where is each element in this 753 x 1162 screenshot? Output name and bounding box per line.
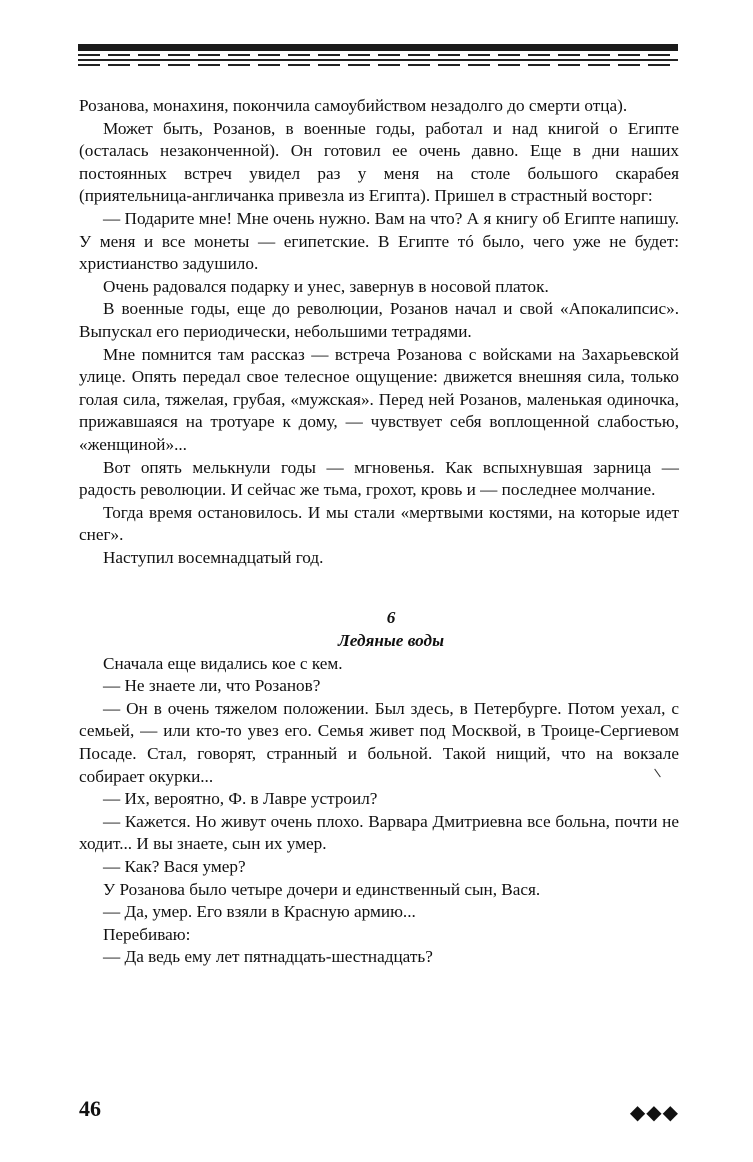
header-thin-rule [78, 59, 678, 61]
section-spacer [79, 569, 679, 607]
paragraph: — Да ведь ему лет пятнадцать-шестнадцать? [103, 947, 433, 967]
paragraph: Сначала еще видались кое с кем. [103, 653, 343, 673]
paragraph: — Да, умер. Его взяли в Красную армию... [103, 902, 416, 922]
page-footer [79, 1096, 679, 1128]
header-dashed-rule [78, 54, 678, 56]
header-rule-ornament [78, 44, 678, 70]
paragraph: Перебиваю: [103, 924, 191, 944]
paragraph: В военные годы, еще до революции, Розанов начал и свой «Апокалипсис». Выпускал его периодически, небольшими тетрадями. [79, 299, 679, 341]
header-dashed-rule [78, 64, 678, 66]
paragraph: — Не знаете ли, что Розанов? [103, 676, 321, 696]
diamond-ornament-icon: ◆◆◆ [629, 1100, 679, 1124]
paragraph: Наступил восемнадцатый год. [103, 547, 324, 567]
paragraph: Очень радовался подарку и унес, завернув в носовой платок. [103, 276, 549, 296]
chapter-title: Ледяные воды [337, 631, 445, 651]
paragraph: — Подарите мне! Мне очень нужно. Вам на что? А я книгу об Египте напишу. У меня и все монеты — египетские. В Египте тó было, чего уже не будет: христианство задушило. [79, 208, 679, 274]
paragraph: Тогда время остановилось. И мы стали «мертвыми костями, на которые идет снег». [79, 502, 679, 545]
paragraph: Может быть, Розанов, в военные годы, работал и над книгой о Египте (осталась незаконченной). Он готовил ее очень давно. Еще в дни наших постоянных встреч увидел раз у меня на столе большого скарабея (приятельница-англичанка привезла из Египта). Пришел в страстный восторг: [79, 118, 679, 206]
paragraph: У Розанова было четыре дочери и единственный сын, Вася. [103, 879, 541, 899]
header-thick-rule [78, 44, 678, 51]
paragraph: — Кажется. Но живут очень плохо. Варвара Дмитриевна все больна, почти не ходит... И вы знаете, сын их умер. [79, 811, 679, 854]
chapter-number: 6 [386, 608, 396, 628]
paragraph: — Их, вероятно, Ф. в Лавре устроил? [103, 789, 378, 809]
paragraph: Мне помнится там рассказ — встреча Розанова с войсками на Захарьевской улице. Опять передал свое телесное ощущение: движется внешняя сила, только голая сила, тяжелая, грубая, «мужская». Перед ней Розанов, маленькая одиночка, прижавшаяся на тротуаре к дому, — чувствует себя воплощенной слабостью, «женщиной»... [79, 344, 679, 454]
paragraph: — Он в очень тяжелом положении. Был здесь, в Петербурге. Потом уехал, с семьей, — или кто-то увез его. Семья живет под Москвой, в Троице-Сергиевом Посаде. Стал, говорят, странный и больной. Такой нищий, что на вокзале собирает окурки... [79, 698, 679, 786]
paragraph: Розанова, монахиня, покончила самоубийством незадолго до смерти отца). [79, 96, 628, 115]
paragraph: Вот опять мелькнули годы — мгновенья. Как вспыхнувшая зарница — радость революции. И сейчас же тьма, грохот, кровь и — последнее молчание. [79, 457, 679, 500]
paragraph: — Как? Вася умер? [103, 857, 246, 876]
page-number: 46 [79, 1096, 101, 1121]
page-body [79, 95, 679, 969]
